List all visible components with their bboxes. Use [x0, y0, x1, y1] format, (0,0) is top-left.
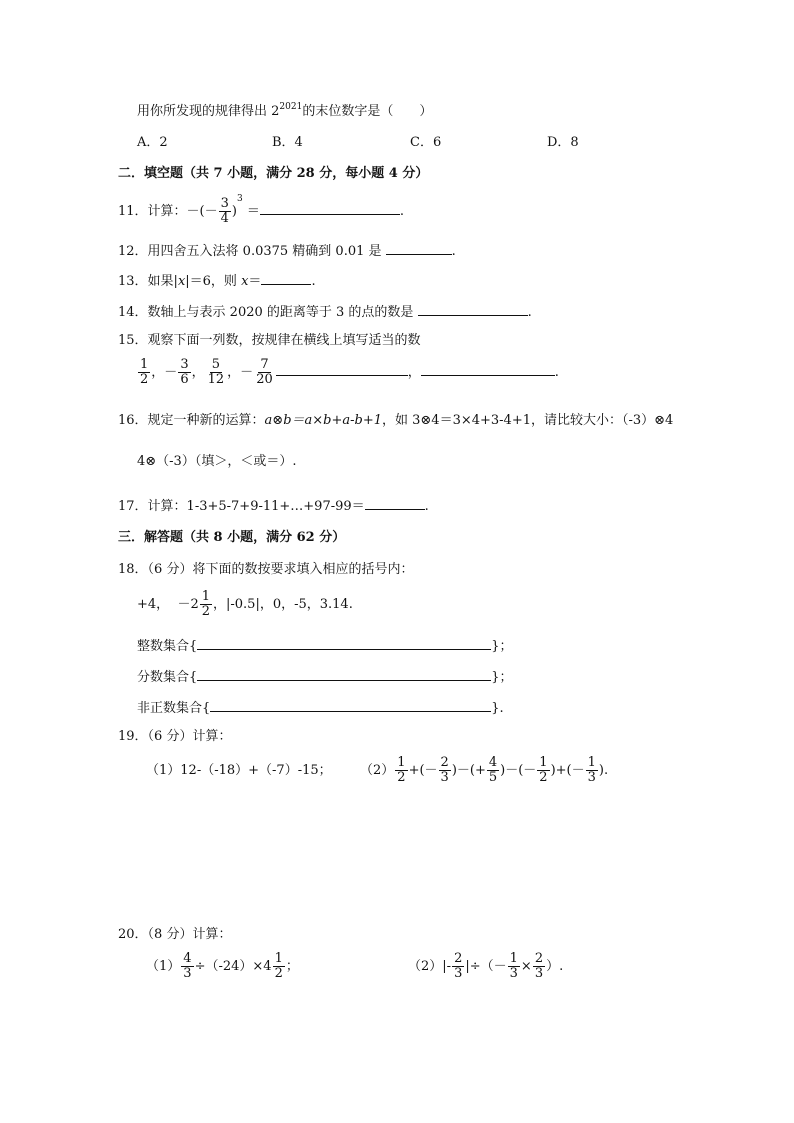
q20-p2-num-3: 2	[534, 951, 544, 966]
q13-eq: ＝	[248, 274, 262, 289]
q11-neg: －	[204, 204, 218, 219]
q17-text: 17．计算：1-3+5-7+9-11+…+97-99＝	[118, 499, 365, 514]
q10-option-c[interactable]: C．6	[410, 135, 442, 150]
q20-p2-end: ）.	[546, 959, 564, 974]
q15-sep-2: ，	[191, 365, 205, 380]
q18-nonpositive-set	[137, 698, 504, 717]
q10-stem-tail: 的末位数字是（ ）	[302, 104, 433, 119]
q19-p2-frac-1	[395, 756, 407, 785]
q13-text-a: 13．如果|	[118, 274, 178, 289]
q18-mixed-whole: －2	[177, 597, 199, 612]
q12-answer-blank[interactable]	[386, 241, 452, 255]
q12-end: .	[451, 244, 456, 259]
q15-frac-1	[138, 358, 150, 387]
q10-stem	[137, 104, 432, 120]
q20-p1-mnum: 1	[274, 951, 283, 966]
q18-mixed-frac	[200, 590, 212, 619]
q18-integer-set	[137, 636, 513, 655]
q20-p1-mden: 2	[274, 966, 283, 981]
q20-p1-mixed-frac	[273, 952, 285, 981]
q11-den: 4	[220, 211, 229, 226]
q19-p2-den-3: 5	[488, 770, 498, 785]
q15-f4-sign: －	[240, 365, 254, 380]
q11-num: 3	[220, 196, 229, 211]
q16-line1	[118, 413, 673, 429]
q10-option-d[interactable]: D．8	[547, 135, 579, 150]
q15-answer-blank-1[interactable]	[276, 362, 408, 376]
q19-p2-pre-5: )+(－	[550, 763, 585, 778]
q19-p2-pre-2: +(－	[408, 763, 438, 778]
q15-sep-1: ，	[151, 365, 165, 380]
q15-sequence	[137, 357, 559, 389]
section3-title: 三．解答题（共 8 小题，满分 62 分）	[118, 530, 346, 545]
q11-label: 11．计算：	[118, 204, 187, 219]
q13-var: x	[177, 274, 186, 289]
q19-stem: 19．（6 分）计算：	[118, 729, 232, 744]
q19-p2-frac-2	[439, 756, 451, 785]
q19-p2-num-4: 1	[539, 755, 548, 770]
q20-p2-times: ×	[520, 959, 532, 974]
q20-p2-num-2: 1	[509, 951, 518, 966]
q15-f1-num: 1	[140, 357, 149, 372]
q18-fraction-label: 分数集合{	[137, 670, 198, 685]
q20-p2-den: 3	[454, 966, 463, 981]
q20-p2-num: 2	[454, 951, 463, 966]
q16-definition: a⊗b＝a×b+a-b+1	[264, 413, 382, 428]
q19-p2-num-2: 2	[440, 755, 449, 770]
q20-part2	[408, 951, 563, 983]
q15-answer-blank-2[interactable]	[421, 362, 555, 376]
q18-integer-label: 整数集合{	[137, 639, 198, 654]
q11-eq: ＝	[246, 204, 260, 219]
q13-end: .	[311, 274, 316, 289]
q15-f1-den: 2	[140, 372, 149, 387]
q16-line2: 4⊗（-3）（填＞，＜或＝）.	[137, 454, 297, 469]
q19-p2-den-2: 3	[440, 770, 449, 785]
q10-option-b[interactable]: B．4	[272, 135, 303, 150]
q19-part1: （1）12-（-18）+（-7）-15；	[146, 763, 332, 778]
q15-sep-4: ，	[407, 365, 421, 380]
q18-nums-a: +4，	[137, 597, 170, 612]
q14-end: .	[527, 305, 532, 320]
q19-part2	[360, 755, 608, 787]
q20-p2-frac-2	[508, 952, 520, 981]
q19-p2-num-3: 4	[488, 755, 498, 770]
q18-fraction-end: }；	[491, 670, 513, 685]
q18-nonpositive-label: 非正数集合{	[137, 701, 211, 716]
q19-p2-num-5: 1	[587, 755, 596, 770]
q15-stem: 15．观察下面一列数，按规律在横线上填写适当的数	[118, 333, 421, 348]
q20-part1-label: （1）	[146, 959, 181, 974]
q17-answer-blank[interactable]	[365, 496, 425, 510]
q14-answer-blank[interactable]	[418, 302, 528, 316]
q15-frac-3	[206, 358, 227, 387]
q20-p1-frac	[181, 952, 193, 981]
q20-p2-den-2: 3	[509, 966, 518, 981]
q15-f4-num: 7	[260, 357, 269, 372]
q19-part2-label: （2）	[360, 763, 395, 778]
q10-stem-text: 用你所发现的规律得出 2	[137, 104, 280, 119]
q14-text: 14．数轴上与表示 2020 的距离等于 3 的点的数是	[118, 305, 418, 320]
q14	[118, 302, 532, 321]
q15-frac-4	[254, 358, 275, 387]
q15-f3-den: 12	[207, 372, 225, 387]
q18-mixed-num: 1	[201, 589, 210, 604]
q19-p2-den-5: 3	[587, 770, 596, 785]
q19-p2-frac-3	[487, 756, 499, 785]
q20-part2-label: （2）	[408, 959, 443, 974]
q19-p2-frac-5	[586, 756, 598, 785]
q19-p2-end: ).	[598, 763, 609, 778]
q11-end: .	[399, 204, 405, 219]
q15-f2-den: 6	[180, 372, 189, 387]
q11-fraction	[219, 197, 231, 226]
q12	[118, 241, 456, 260]
q19-p2-den-1: 2	[397, 770, 406, 785]
q15-f3-num: 5	[211, 357, 221, 372]
q15-f2-num: 3	[180, 357, 189, 372]
q20-part1	[146, 951, 299, 983]
q13-text-b: |＝6，则	[185, 274, 242, 289]
q20-p2-den-3: 3	[534, 966, 544, 981]
section2-title: 二．填空题（共 7 小题，满分 28 分，每小题 4 分）	[118, 166, 429, 181]
q12-text: 12．用四舍五入法将 0.0375 精确到 0.01 是	[118, 244, 386, 259]
q19-p2-num-1: 1	[397, 755, 406, 770]
q11-close: )	[231, 204, 237, 219]
q19-p2-den-4: 2	[539, 770, 548, 785]
q11	[118, 194, 405, 227]
q20-p1-den: 3	[183, 966, 192, 981]
q18-integer-blank[interactable]	[197, 636, 491, 650]
q18-nums-b: ，|-0.5|，0，-5，3.14.	[213, 597, 353, 612]
q11-open: －(	[186, 204, 205, 219]
q13-answer-blank[interactable]	[261, 271, 311, 285]
q18-mixed-den: 2	[201, 604, 210, 619]
q17	[118, 496, 429, 515]
q15-frac-2	[178, 358, 190, 387]
q19-p2-pre-4: )－(－	[500, 763, 537, 778]
q18-nonpositive-end: }.	[491, 701, 504, 716]
q20-p1-num: 4	[183, 951, 192, 966]
q20-p2-mid: |÷（－	[465, 959, 507, 974]
q18-fraction-blank[interactable]	[197, 667, 491, 681]
q17-end: .	[424, 499, 429, 514]
q20-p1-mid: ÷（-24）×4	[194, 959, 272, 974]
q18-numbers	[137, 589, 353, 621]
q19-p2-pre-3: )－(+	[451, 763, 486, 778]
q15-f2-sign: －	[164, 365, 178, 380]
q15-f4-den: 20	[256, 372, 273, 387]
q11-answer-blank[interactable]	[260, 201, 400, 215]
q13	[118, 271, 316, 290]
q20-p2-frac-1	[452, 952, 464, 981]
q10-option-a[interactable]: A．2	[137, 135, 168, 150]
q13-var2: x	[241, 274, 249, 289]
q11-exp: 3	[237, 194, 243, 204]
q16-text-a: 16．规定一种新的运算：	[118, 413, 265, 428]
q18-nonpositive-blank[interactable]	[210, 698, 491, 712]
q10-power: 2021	[279, 102, 303, 112]
q20-stem: 20．（8 分）计算：	[118, 927, 232, 942]
q15-sep-3: ，	[227, 365, 241, 380]
q19-p2-frac-4	[537, 756, 549, 785]
q18-stem: 18．（6 分）将下面的数按要求填入相应的括号内：	[118, 562, 414, 577]
q20-p1-end: ；	[285, 959, 299, 974]
q18-fraction-set	[137, 667, 513, 686]
q20-p2-bar: |-	[442, 959, 452, 974]
q16-text-b: ，如 3⊗4＝3×4+3-4+1，请比较大小：（-3）⊗4	[382, 413, 674, 428]
q15-end: .	[554, 365, 559, 380]
q20-p2-frac-3	[533, 952, 545, 981]
q18-integer-end: }；	[491, 639, 513, 654]
